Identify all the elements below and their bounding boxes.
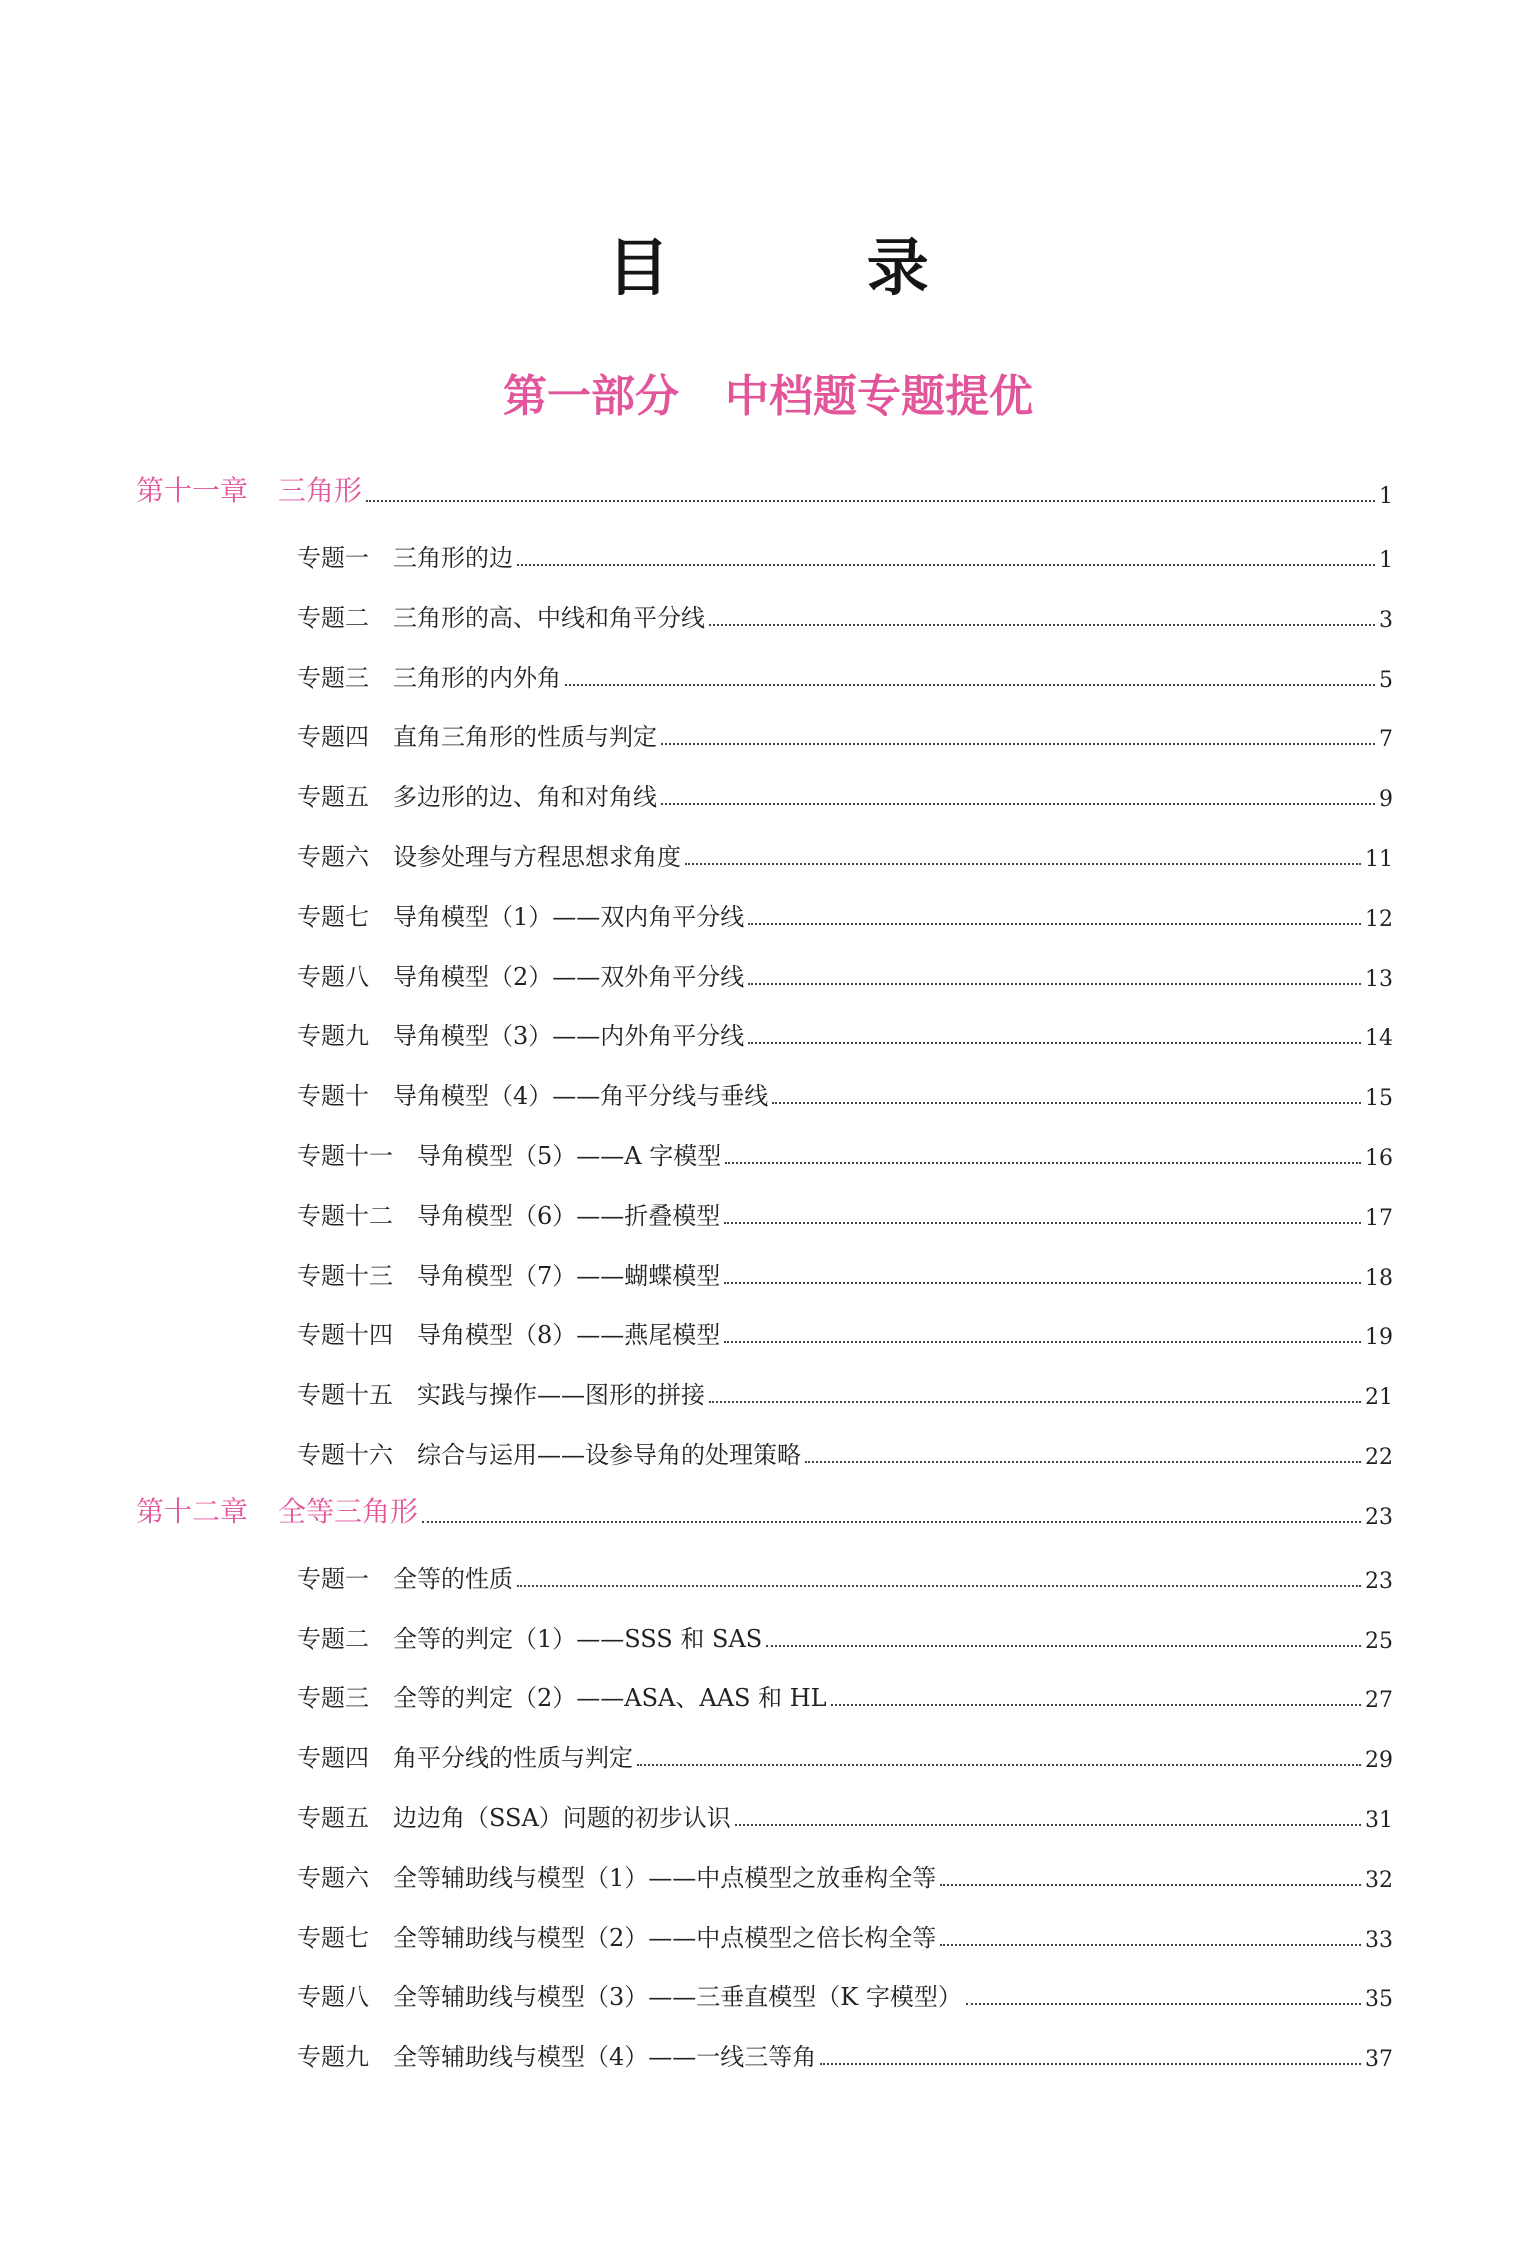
topic-number: 专题四	[297, 723, 369, 752]
page-number: 22	[1365, 1445, 1393, 1470]
dot-leader	[766, 1645, 1361, 1647]
chapter-row[interactable]	[136, 465, 1393, 509]
topic-title: 边边角（SSA）问题的初步认识	[393, 1804, 731, 1832]
dot-leader	[637, 1764, 1361, 1766]
topic-row[interactable]	[297, 948, 1393, 992]
topic-row[interactable]	[297, 589, 1393, 633]
topic-number: 专题二	[297, 1624, 369, 1653]
topic-title: 设参处理与方程思想求角度	[393, 843, 681, 871]
dot-leader	[422, 1521, 1361, 1523]
page-title: 目 录	[607, 231, 1017, 304]
topic-row[interactable]	[297, 888, 1393, 932]
topic-number: 专题八	[297, 1983, 369, 2012]
page-number: 29	[1365, 1748, 1393, 1774]
page-number: 35	[1365, 1987, 1393, 2013]
page-number: 17	[1365, 1205, 1393, 1231]
page-number: 3	[1379, 607, 1393, 633]
topic-title: 三角形的内外角	[393, 663, 561, 692]
topic-row[interactable]	[297, 768, 1393, 812]
dot-leader	[517, 1585, 1361, 1587]
page-number: 9	[1379, 787, 1393, 813]
dot-leader	[805, 1461, 1361, 1463]
topic-title: 导角模型（3）——内外角平分线	[393, 1022, 745, 1051]
topic-row[interactable]	[297, 1127, 1393, 1171]
topic-title: 导角模型（4）——角平分线与垂线	[393, 1082, 769, 1111]
topic-row[interactable]	[297, 1187, 1393, 1231]
dot-leader	[831, 1704, 1361, 1706]
dot-leader	[709, 1401, 1361, 1403]
dot-leader	[517, 564, 1375, 566]
dot-leader	[940, 1884, 1361, 1886]
topic-row[interactable]	[297, 1247, 1393, 1291]
page-number: 32	[1365, 1867, 1393, 1893]
topic-row[interactable]	[297, 1610, 1393, 1654]
topic-title: 导角模型（8）——燕尾模型	[417, 1321, 721, 1350]
dot-leader	[820, 2063, 1361, 2065]
part-title: 第一部分 中档题专题提优	[503, 371, 1033, 422]
topic-number: 专题十六	[297, 1441, 393, 1469]
topic-title: 导角模型（6）——折叠模型	[417, 1201, 721, 1230]
topic-number: 专题四	[297, 1744, 369, 1773]
dot-leader	[772, 1102, 1361, 1104]
dot-leader	[748, 1042, 1361, 1044]
page-number: 25	[1365, 1628, 1393, 1654]
topic-title: 三角形的高、中线和角平分线	[393, 603, 705, 632]
topic-number: 专题六	[297, 1863, 369, 1892]
topic-number: 专题十二	[297, 1201, 393, 1230]
topic-row[interactable]	[297, 1729, 1393, 1773]
topic-row[interactable]	[297, 1909, 1393, 1953]
topic-title: 全等的性质	[393, 1564, 513, 1593]
dot-leader	[661, 803, 1375, 805]
page-number: 1	[1379, 548, 1393, 573]
page-number: 1	[1379, 484, 1393, 509]
topic-title: 导角模型（1）——双内角平分线	[393, 902, 745, 931]
topic-title: 全等辅助线与模型（4）——一线三等角	[393, 2043, 817, 2072]
topic-row[interactable]	[297, 1789, 1393, 1833]
topic-number: 专题十四	[297, 1321, 393, 1350]
topic-number: 专题六	[297, 843, 369, 871]
chapter-title: 全等三角形	[278, 1494, 419, 1528]
topic-number: 专题五	[297, 1804, 369, 1832]
topic-row[interactable]	[297, 2028, 1393, 2072]
topic-title: 全等的判定（1）——SSS 和 SAS	[393, 1624, 763, 1653]
dot-leader	[724, 1341, 1361, 1343]
dot-leader	[724, 1282, 1361, 1284]
topic-row[interactable]	[297, 828, 1393, 872]
page-number: 5	[1379, 667, 1393, 693]
page-number: 14	[1365, 1026, 1393, 1052]
page-number: 19	[1365, 1325, 1393, 1351]
page-number: 33	[1365, 1927, 1393, 1953]
dot-leader	[748, 983, 1361, 985]
topic-number: 专题一	[297, 1564, 369, 1593]
chapter-number: 第十二章	[136, 1494, 249, 1528]
topic-number: 专题八	[297, 962, 369, 991]
topic-title: 全等辅助线与模型（3）——三垂直模型（K 字模型）	[393, 1983, 962, 2012]
topic-title: 全等辅助线与模型（1）——中点模型之放垂构全等	[393, 1863, 937, 1892]
topic-title: 导角模型（7）——蝴蝶模型	[417, 1261, 721, 1290]
page-number: 31	[1365, 1808, 1393, 1833]
topic-title: 导角模型（5）——A 字模型	[417, 1142, 722, 1170]
page-number: 23	[1365, 1504, 1393, 1530]
dot-leader	[735, 1824, 1361, 1826]
page-number: 11	[1365, 847, 1393, 872]
topic-title: 综合与运用——设参导角的处理策略	[417, 1441, 801, 1469]
dot-leader	[565, 684, 1375, 686]
topic-row[interactable]	[297, 1550, 1393, 1594]
dot-leader	[966, 2003, 1361, 2005]
topic-number: 专题十五	[297, 1381, 393, 1410]
topic-title: 导角模型（2）——双外角平分线	[393, 962, 745, 991]
dot-leader	[748, 923, 1361, 925]
topic-number: 专题一	[297, 544, 369, 572]
topic-row[interactable]	[297, 1849, 1393, 1893]
topic-row[interactable]	[297, 1007, 1393, 1051]
topic-number: 专题七	[297, 1923, 369, 1952]
topic-row[interactable]	[297, 1306, 1393, 1350]
topic-title: 全等的判定（2）——ASA、AAS 和 HL	[393, 1684, 827, 1713]
page-number: 37	[1365, 2047, 1393, 2073]
page-number: 23	[1365, 1568, 1393, 1594]
dot-leader	[940, 1944, 1361, 1946]
topic-number: 专题十三	[297, 1261, 393, 1290]
dot-leader	[366, 500, 1375, 502]
page-number: 21	[1365, 1385, 1393, 1411]
topic-row[interactable]	[297, 1366, 1393, 1410]
topic-row[interactable]	[297, 529, 1393, 573]
page-number: 16	[1365, 1146, 1393, 1171]
page-number: 15	[1365, 1086, 1393, 1112]
chapter-row[interactable]	[136, 1486, 1393, 1530]
topic-title: 三角形的边	[393, 544, 513, 572]
dot-leader	[724, 1222, 1361, 1224]
dot-leader	[725, 1162, 1361, 1164]
topic-row[interactable]	[297, 1968, 1393, 2012]
page-number: 12	[1365, 906, 1393, 932]
topic-row[interactable]	[297, 1067, 1393, 1111]
topic-number: 专题十	[297, 1082, 369, 1111]
topic-number: 专题九	[297, 2043, 369, 2072]
dot-leader	[685, 863, 1361, 865]
dot-leader	[709, 624, 1375, 626]
topic-title: 实践与操作——图形的拼接	[417, 1381, 705, 1410]
topic-number: 专题十一	[297, 1142, 393, 1170]
topic-title: 角平分线的性质与判定	[393, 1744, 633, 1773]
page-number: 13	[1365, 966, 1393, 992]
topic-title: 直角三角形的性质与判定	[393, 723, 657, 752]
chapter-title: 三角形	[278, 474, 363, 507]
topic-row[interactable]	[297, 708, 1393, 752]
page-number: 7	[1379, 727, 1393, 753]
topic-number: 专题七	[297, 902, 369, 931]
topic-title: 全等辅助线与模型（2）——中点模型之倍长构全等	[393, 1923, 937, 1952]
topic-number: 专题二	[297, 603, 369, 632]
topic-number: 专题三	[297, 1684, 369, 1713]
topic-number: 专题九	[297, 1022, 369, 1051]
topic-row[interactable]	[297, 1426, 1393, 1470]
page-number: 18	[1365, 1265, 1393, 1291]
topic-number: 专题五	[297, 783, 369, 812]
topic-number: 专题三	[297, 663, 369, 692]
chapter-number: 第十一章	[136, 474, 249, 507]
topic-row[interactable]	[297, 1669, 1393, 1713]
dot-leader	[661, 743, 1375, 745]
page-number: 27	[1365, 1688, 1393, 1714]
topic-row[interactable]	[297, 649, 1393, 693]
topic-title: 多边形的边、角和对角线	[393, 783, 657, 812]
